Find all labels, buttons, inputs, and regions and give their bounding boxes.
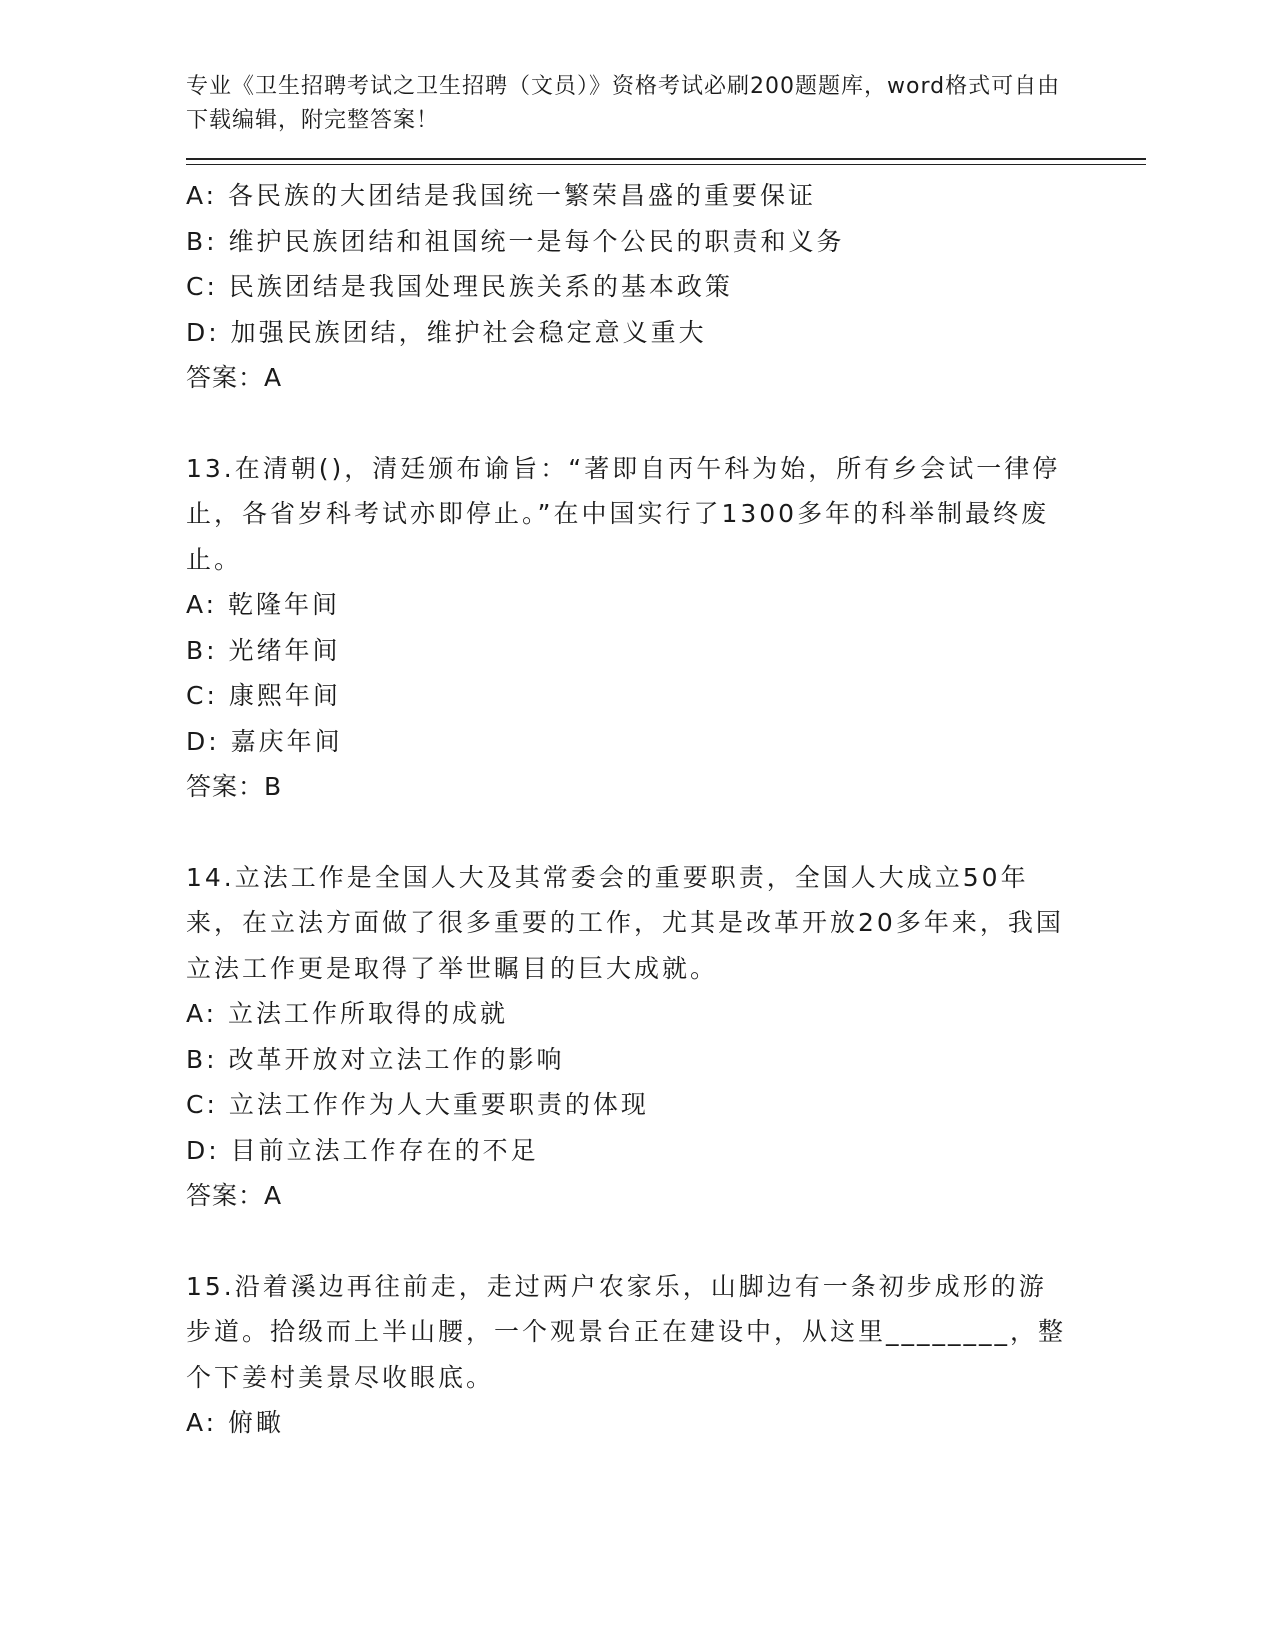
option-c: C: 康熙年间 [186,681,341,710]
answer-text: 答案：A [186,363,283,392]
question-15 [186,1264,1156,1446]
question-stem: 15.沿着溪边再往前走，走过两户农家乐，山脚边有一条初步成形的游步道。拾级而上半山腰，一个观景台正在建设中，从这里________，整个下姜村美景尽收眼底。 [186,1271,1067,1392]
option-c: C: 立法工作作为人大重要职责的体现 [186,1090,649,1119]
answer-text: 答案：A [186,1181,283,1210]
answer-text: 答案：B [186,772,283,801]
question-14 [186,855,1156,1219]
option-d: D: 目前立法工作存在的不足 [186,1135,539,1165]
option-d: D: 嘉庆年间 [186,726,343,756]
document-header: 专业《卫生招聘考试之卫生招聘（文员）》资格考试必刷200题题库，word格式可自由下载编辑，附完整答案！ [186,74,1061,133]
question-spacer [186,1219,1156,1264]
option-a: A: 各民族的大团结是我国统一繁荣昌盛的重要保证 [186,181,817,210]
question-stem: 13.在清朝()，清廷颁布谕旨：“著即自丙午科为始，所有乡会试一律停止，各省岁科考试亦即停止。”在中国实行了1300多年的科举制最终废止。 [186,453,1061,574]
option-b: B: 光绪年间 [186,635,341,665]
document-page [186,70,1156,1446]
question-12 [186,173,1156,401]
option-a: A: 立法工作所取得的成就 [186,999,509,1028]
option-a: A: 俯瞰 [186,1408,285,1437]
question-spacer [186,810,1156,855]
question-13 [186,446,1156,810]
option-b: B: 维护民族团结和祖国统一是每个公民的职责和义务 [186,226,845,256]
option-b: B: 改革开放对立法工作的影响 [186,1044,565,1074]
question-spacer [186,401,1156,446]
header-divider [186,158,1146,165]
option-c: C: 民族团结是我国处理民族关系的基本政策 [186,272,733,301]
option-d: D: 加强民族团结，维护社会稳定意义重大 [186,317,707,347]
question-stem: 14.立法工作是全国人大及其常委会的重要职责，全国人大成立50年来，在立法方面做了很多重要的工作，尤其是改革开放20多年来，我国立法工作更是取得了举世瞩目的巨大成就。 [186,862,1064,983]
document-body [186,173,1156,1446]
option-a: A: 乾隆年间 [186,590,341,619]
